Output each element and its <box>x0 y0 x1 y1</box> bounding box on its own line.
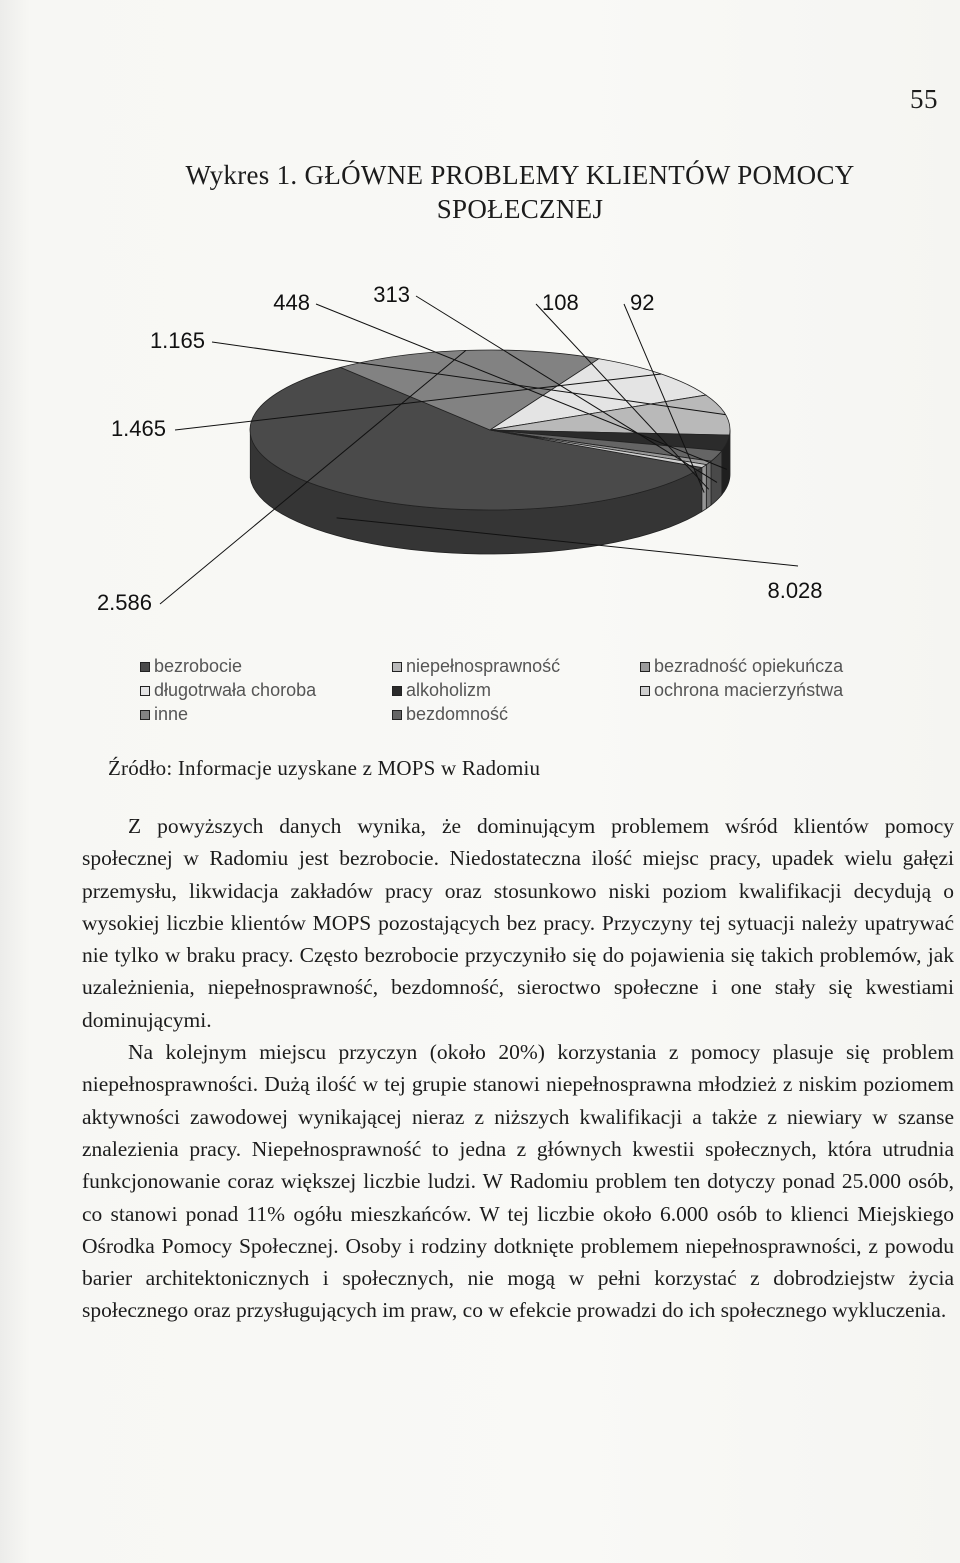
data-label-inne: 2.586 <box>96 590 152 615</box>
legend-swatch <box>640 662 650 672</box>
legend-label: długotrwała choroba <box>154 680 317 700</box>
data-label-alkoholizm: 448 <box>273 290 310 315</box>
legend-label: inne <box>154 704 189 724</box>
legend-swatch <box>392 710 402 720</box>
legend-item-bezdomnosc <box>392 704 508 725</box>
legend-item-inne <box>140 704 188 725</box>
legend-label: bezdomność <box>406 704 509 724</box>
paragraph-2: Na kolejnym miejscu przyczyn (około 20%) korzystania z pomocy plasuje się problem niepełnosprawności. Dużą ilość w tej grupie stanowi niepełnosprawna młodzież z niskim poziomem aktywności zawodowej wynikającej nieraz z niższych kwalifikacji a także z niewiary w szanse znalezienia pracy. Niepełnosprawność to jedna z głównych kwestii społecznych, która utrudnia funkcjonowanie coraz większej liczbie ludzi. W Radomiu problem ten dotyczy ponad 25.000 osób, co stanowi ponad 11% ogółu mieszkańców. W tej liczbie około 6.000 osób to klienci Miejskiego Ośrodka Pomocy Społecznej. Osoby i rodziny dotknięte problemem niepełnosprawności, z powodu barier architektonicznych i społecznych, nie mogą w pełni korzystać z dobrodziejstw życia społecznego oraz przysługujących im praw, co w efekcie prowadzi do ich społecznego wykluczenia. <box>82 1040 954 1323</box>
data-label-bezdomnosc: 313 <box>373 282 410 307</box>
legend-swatch <box>140 710 150 720</box>
data-label-dlugotrwala-choroba: 1.465 <box>110 416 166 441</box>
legend-label: niepełnosprawność <box>406 656 561 676</box>
page-number: 55 <box>910 84 938 114</box>
data-label-ochrona-macierzynstwa: 92 <box>630 290 655 315</box>
paragraph-1: Z powyższych danych wynika, że dominującym problemem wśród klientów pomocy społecznej w Radomiu jest bezrobocie. Niedostateczna ilość miejsc pracy, upadek wielu gałęzi przemysłu, likwidacja zakładów pracy oraz stosunkowo niski poziom kwalifikacji decydują o wysokiej liczbie klientów MOPS pozostających bez pracy. Przyczyny tej sytuacji należy upatrywać nie tylko w braku pracy. Często bezrobocie przyczyniło się do pojawienia się takich problemów, jak uzależnienia, niepełnosprawność, bezdomność, sieroctwo społeczne i one stały się kwestiami dominującymi. <box>82 814 954 1032</box>
legend-swatch <box>140 662 150 672</box>
figure-title <box>100 158 940 226</box>
legend-item-ochrona-macierzynstwa <box>640 680 843 701</box>
legend-item-alkoholizm <box>392 680 491 701</box>
legend-item-bezrobocie <box>140 656 242 677</box>
figure-source: Źródło: Informacje uzyskane z MOPS w Radomiu <box>108 756 541 780</box>
data-label-niepelnosprawnosc: 1.165 <box>149 328 205 353</box>
data-label-bezradnosc-opiekuncza: 108 <box>542 290 579 315</box>
legend-swatch <box>640 686 650 696</box>
chart-legend <box>0 656 960 748</box>
pie-side-bezradnosc-opiekuncza <box>706 461 711 508</box>
legend-label: ochrona macierzyństwa <box>654 680 844 700</box>
legend-swatch <box>392 686 402 696</box>
legend-swatch <box>392 662 402 672</box>
data-label-bezrobocie: 8.028 <box>767 578 823 603</box>
legend-item-niepelnosprawnosc <box>392 656 560 677</box>
pie-chart <box>0 270 960 640</box>
legend-label: bezradność opiekuńcza <box>654 656 844 676</box>
figure-title-line-1: Wykres 1. GŁÓWNE PROBLEMY KLIENTÓW POMOCY <box>185 160 855 190</box>
legend-label: alkoholizm <box>406 680 492 700</box>
legend-item-dlugotrwala-choroba <box>140 680 316 701</box>
body-text <box>82 810 954 1327</box>
legend-swatch <box>140 686 150 696</box>
legend-label: bezrobocie <box>154 656 243 676</box>
figure-title-line-2: SPOŁECZNEJ <box>436 194 604 224</box>
legend-item-bezradnosc-opiekuncza <box>640 656 843 677</box>
